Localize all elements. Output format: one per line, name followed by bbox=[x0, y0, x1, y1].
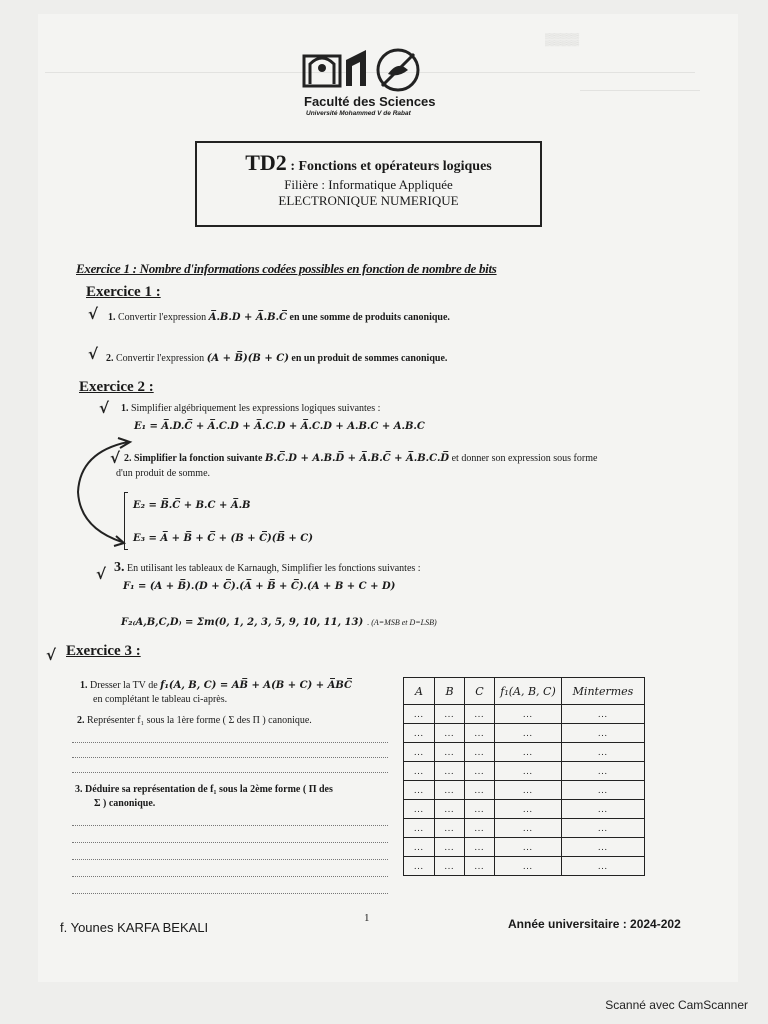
column-header-a: A bbox=[404, 678, 435, 705]
truth-table-cell: ... bbox=[435, 800, 465, 819]
ex3-question-3-line-2: Σ ) canonique. bbox=[94, 798, 156, 809]
brace-bracket bbox=[124, 492, 128, 550]
column-header-f1: f₁(A, B, C) bbox=[495, 678, 562, 705]
truth-table-cell: ... bbox=[404, 819, 435, 838]
truth-table-cell: ... bbox=[495, 819, 562, 838]
checkmark-icon: √ bbox=[88, 305, 99, 323]
expression: f₁(A, B, C) = AB̅ + A(B + C) + A̅BC̅ bbox=[160, 680, 352, 691]
bleed-through-line bbox=[580, 90, 700, 91]
truth-table-row bbox=[404, 705, 645, 724]
bleed-through-text: ▒▒▒▒ bbox=[545, 32, 580, 46]
function-f2-line bbox=[121, 612, 437, 630]
truth-table-row bbox=[404, 781, 645, 800]
question-text: Convertir l'expression bbox=[118, 312, 207, 323]
ex1-question-1 bbox=[108, 312, 450, 323]
truth-table-cell: ... bbox=[435, 838, 465, 857]
truth-table-row bbox=[404, 724, 645, 743]
truth-table-cell: ... bbox=[404, 800, 435, 819]
faculty-name: Faculté des Sciences bbox=[304, 94, 436, 109]
question-number: 1. bbox=[108, 312, 116, 323]
question-tail: et donner son expression sous forme bbox=[451, 453, 598, 464]
ex3-question-3 bbox=[75, 784, 333, 795]
truth-table-cell: ... bbox=[465, 724, 495, 743]
question-number: 3. bbox=[114, 560, 125, 575]
answer-line bbox=[72, 825, 388, 826]
truth-table-cell: ... bbox=[465, 838, 495, 857]
truth-table-cell: ... bbox=[404, 743, 435, 762]
question-text: Convertir l'expression bbox=[116, 353, 205, 364]
truth-table-cell: ... bbox=[435, 743, 465, 762]
truth-table-cell: ... bbox=[404, 838, 435, 857]
academic-year: Année universitaire : 2024-202 bbox=[508, 917, 681, 931]
truth-table-cell: ... bbox=[495, 724, 562, 743]
truth-table-cell: ... bbox=[495, 762, 562, 781]
page-number: 1 bbox=[364, 912, 370, 924]
truth-table-cell: ... bbox=[435, 857, 465, 876]
question-number: 2. bbox=[124, 453, 132, 464]
function-f1: F₁ = (A + B̅).(D + C̅).(A̅ + B̅ + C̅).(A + B + C + D) bbox=[123, 581, 396, 592]
answer-line bbox=[72, 859, 388, 860]
question-text: Déduire sa représentation de f₁ sous la 2ème forme ( Π des bbox=[85, 784, 333, 795]
truth-table-cell: ... bbox=[465, 800, 495, 819]
question-text: Dresser la TV de bbox=[90, 680, 158, 691]
exercise-1-title: Exercice 1 : bbox=[86, 284, 161, 300]
truth-table-cell: ... bbox=[495, 781, 562, 800]
expression: A̅.B.D + A̅.B.C̅ bbox=[208, 312, 288, 323]
camscanner-watermark: Scanné avec CamScanner bbox=[605, 998, 748, 1012]
university-name: Université Mohammed V de Rabat bbox=[306, 110, 411, 117]
truth-table-cell: ... bbox=[435, 781, 465, 800]
truth-table-cell: ... bbox=[465, 743, 495, 762]
question-number: 1. bbox=[80, 680, 88, 691]
truth-table bbox=[403, 677, 645, 876]
truth-table-cell: ... bbox=[435, 819, 465, 838]
truth-table-cell: ... bbox=[562, 743, 645, 762]
question-number: 1. bbox=[121, 403, 129, 414]
answer-line bbox=[72, 876, 388, 877]
question-text: En utilisant les tableaux de Karnaugh, Simplifier les fonctions suivantes : bbox=[127, 563, 421, 574]
truth-table-cell: ... bbox=[562, 705, 645, 724]
td-code: TD2 bbox=[245, 150, 287, 175]
question-text: Simplifier algébriquement les expressions logiques suivantes : bbox=[131, 403, 381, 414]
question-text: Simplifier la fonction suivante bbox=[134, 453, 263, 464]
expression-e2: E₂ = B̅.C̅ + B.C + A̅.B bbox=[133, 500, 251, 511]
truth-table-cell: ... bbox=[465, 705, 495, 724]
truth-table-row bbox=[404, 857, 645, 876]
truth-table-cell: ... bbox=[495, 838, 562, 857]
expression-e3: E₃ = A̅ + B̅ + C̅ + (B + C̅)(B̅ + C) bbox=[133, 533, 313, 544]
truth-table-cell: ... bbox=[562, 762, 645, 781]
answer-line bbox=[72, 842, 388, 843]
truth-table-row bbox=[404, 838, 645, 857]
faculty-emblem-icon bbox=[302, 46, 432, 94]
truth-table-cell: ... bbox=[435, 762, 465, 781]
expression: (A + B̅)(B + C) bbox=[206, 353, 289, 364]
ex3-question-1-line-2: en complétant le tableau ci-après. bbox=[93, 694, 228, 705]
truth-table-cell: ... bbox=[495, 800, 562, 819]
ex3-question-2 bbox=[77, 715, 312, 726]
exercise-2-title: Exercice 2 : bbox=[79, 379, 154, 395]
checkmark-icon: √ bbox=[46, 646, 57, 664]
truth-table-cell: ... bbox=[562, 857, 645, 876]
checkmark-icon: √ bbox=[96, 565, 107, 583]
truth-table-cell: ... bbox=[465, 781, 495, 800]
question-number: 2. bbox=[77, 715, 85, 726]
ex2-question-1 bbox=[121, 403, 380, 414]
question-tail: en une somme de produits canonique. bbox=[289, 312, 450, 323]
author-name: f. Younes KARFA BEKALI bbox=[60, 920, 209, 935]
exercise-1-heading-underlined: Exercice 1 : Nombre d'informations codées possibles en fonction de nombre de bits bbox=[76, 261, 497, 276]
truth-table-cell: ... bbox=[435, 724, 465, 743]
truth-table-cell: ... bbox=[562, 819, 645, 838]
question-number: 3. bbox=[75, 784, 83, 795]
truth-table-header-row bbox=[404, 678, 645, 705]
truth-table-row bbox=[404, 762, 645, 781]
title-line bbox=[197, 150, 540, 176]
truth-table-cell: ... bbox=[404, 724, 435, 743]
truth-table-cell: ... bbox=[562, 838, 645, 857]
truth-table-cell: ... bbox=[495, 705, 562, 724]
ex2-question-3 bbox=[114, 560, 421, 576]
exercise-3-title: Exercice 3 : bbox=[66, 643, 141, 659]
ex2-question-2-line-2: d'un produit de somme. bbox=[116, 468, 211, 479]
faculty-logo bbox=[302, 46, 436, 124]
truth-table-cell: ... bbox=[465, 819, 495, 838]
f2-note: . (A=MSB et D=LSB) bbox=[367, 618, 437, 627]
filiere-label: Filière : Informatique Appliquée bbox=[284, 177, 453, 192]
ex1-question-2 bbox=[106, 353, 447, 364]
truth-table-cell: ... bbox=[562, 800, 645, 819]
checkmark-icon: √ bbox=[99, 399, 110, 417]
answer-line bbox=[72, 757, 388, 758]
truth-table-cell: ... bbox=[435, 705, 465, 724]
ex2-question-2 bbox=[124, 453, 597, 464]
truth-table-cell: ... bbox=[465, 857, 495, 876]
column-header-c: C bbox=[465, 678, 495, 705]
truth-table-cell: ... bbox=[404, 762, 435, 781]
truth-table-cell: ... bbox=[562, 781, 645, 800]
truth-table-cell: ... bbox=[465, 762, 495, 781]
column-header-b: B bbox=[435, 678, 465, 705]
truth-table-cell: ... bbox=[404, 857, 435, 876]
truth-table-row bbox=[404, 800, 645, 819]
expression-e1: E₁ = A̅.D.C̅ + A̅.C.D + A̅.C.D + A̅.C.D + A.B.C + A.B.C bbox=[134, 421, 425, 432]
expression: B.C̅.D + A.B.D̅ + A̅.B.C̅ + A̅.B.C.D̅ bbox=[264, 453, 450, 464]
question-text: Représenter f₁ sous la 1ère forme ( Σ des Π ) canonique. bbox=[87, 715, 312, 726]
column-header-mintermes: Mintermes bbox=[562, 678, 645, 705]
function-f2: F₂₍A,B,C,D₎ = Σm(0, 1, 2, 3, 5, 9, 10, 11, 13) bbox=[121, 617, 364, 628]
truth-table-cell: ... bbox=[562, 724, 645, 743]
answer-line bbox=[72, 772, 388, 773]
truth-table-cell: ... bbox=[495, 743, 562, 762]
ex3-question-1 bbox=[80, 680, 352, 691]
answer-line bbox=[72, 893, 388, 894]
truth-table-cell: ... bbox=[495, 857, 562, 876]
answer-line bbox=[72, 742, 388, 743]
truth-table-cell: ... bbox=[404, 781, 435, 800]
course-name: ELECTRONIQUE NUMERIQUE bbox=[278, 193, 459, 208]
question-tail: en un produit de sommes canonique. bbox=[291, 353, 448, 364]
td-subject: : Fonctions et opérateurs logiques bbox=[290, 159, 492, 174]
title-box bbox=[195, 141, 542, 227]
truth-table-row bbox=[404, 743, 645, 762]
truth-table-cell: ... bbox=[404, 705, 435, 724]
checkmark-icon: √ bbox=[110, 449, 121, 467]
truth-table-row bbox=[404, 819, 645, 838]
question-number: 2. bbox=[106, 353, 114, 364]
checkmark-icon: √ bbox=[88, 345, 99, 363]
